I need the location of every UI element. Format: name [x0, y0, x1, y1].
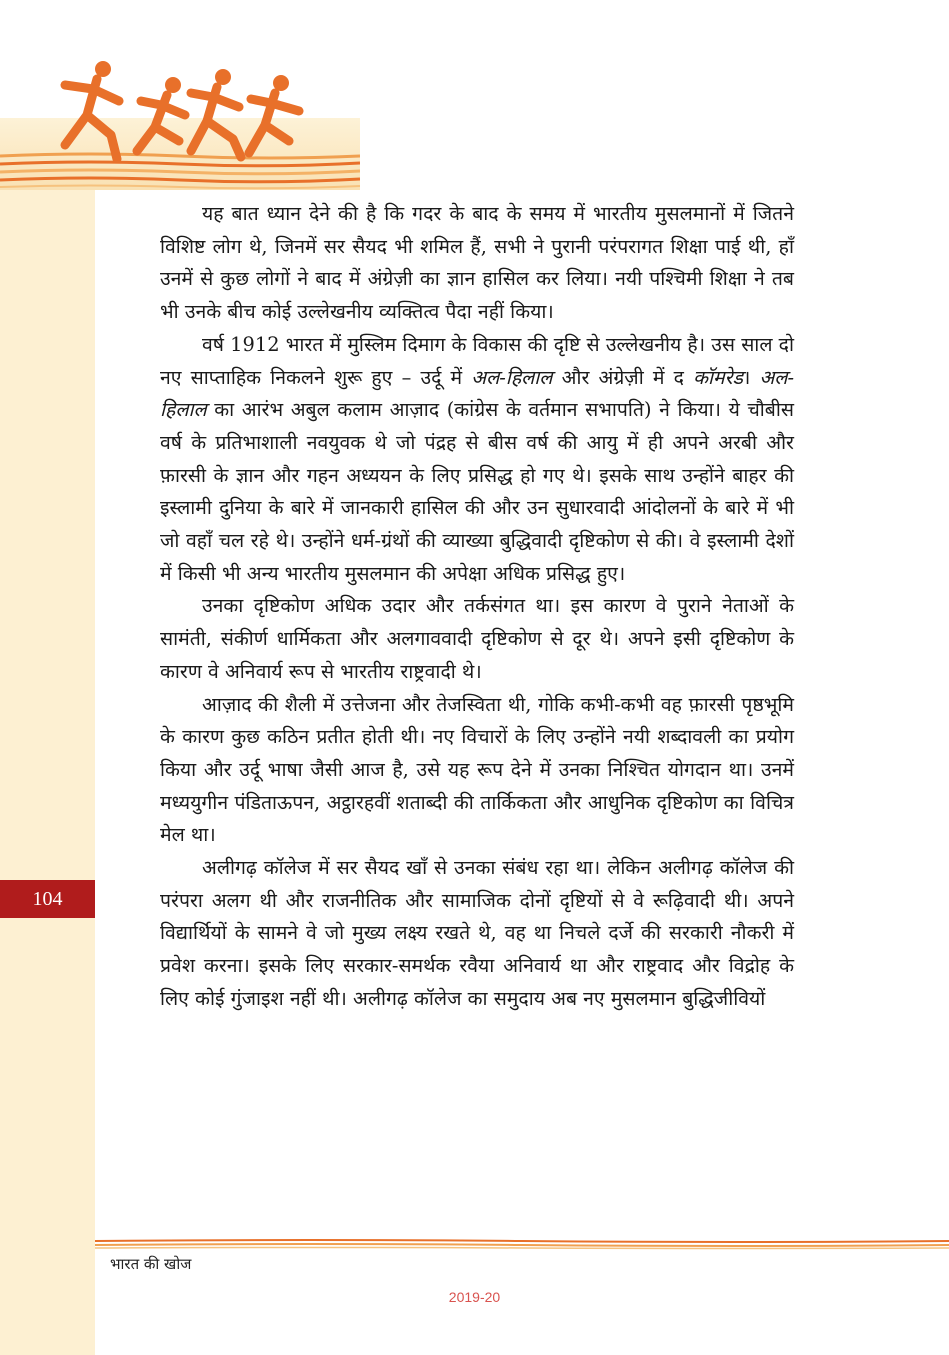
page-number: 104 [0, 880, 95, 918]
footer-divider [95, 1238, 949, 1250]
running-figures-icon [45, 55, 315, 165]
paragraph: यह बात ध्यान देने की है कि गदर के बाद के समय में भारतीय मुसलमानों में जितने विशिष्ट लोग थे, जिनमें सर सैयद भी शमिल हैं, सभी ने पुरानी परंपरागत शिक्षा पाई थी, हाँ उनमें से कुछ लोगों ने बाद में अंग्रेज़ी का ज्ञान हासिल कर लिया। नयी पश्चिमी शिक्षा ने तब भी उनके बीच कोई उल्लेखनीय व्यक्तित्व पैदा नहीं किया। [160, 202, 794, 324]
newspaper-title: अल-हिलाल [471, 365, 553, 389]
margin-strip [0, 190, 95, 1355]
paragraph: अलीगढ़ कॉलेज में सर सैयद खाँ से उनका संबंध रहा था। लेकिन अलीगढ़ कॉलेज की परंपरा अलग थी और राजनीतिक और सामाजिक दोनों दृष्टियों से वे रूढ़िवादी थी। अपने विद्यार्थियों के सामने वे जो मुख्य लक्ष्य रखते थे, वह था निचले दर्जे की सरकारी नौकरी में प्रवेश करना। इसके लिए सरकार-समर्थक रवैया अनिवार्य था और राष्ट्रवाद और विद्रोह के लिए कोई गुंजाइश नहीं थी। अलीगढ़ कॉलेज का समुदाय अब नए मुसलमान बुद्धिजीवियों [160, 856, 794, 1010]
paragraph: वर्ष 1912 भारत में मुस्लिम दिमाग के विकास की दृष्टि से उल्लेखनीय है। उस साल दो नए साप्ताहिक निकलने शुरू हुए – उर्दू में अल-हिलाल और अंग्रेज़ी में द कॉमरेड। अल-हिलाल का आरंभ अबुल कलाम आज़ाद (कांग्रेस के वर्तमान सभापति) ने किया। ये चौबीस वर्ष के प्रतिभाशाली नवयुवक थे जो पंद्रह से बीस वर्ष की आयु में ही अपने अरबी और फ़ारसी के ज्ञान और गहन अध्ययन के लिए प्रसिद्ध हो गए थे। इसके साथ उन्होंने बाहर की इस्लामी दुनिया के बारे में जानकारी हासिल की और उन सुधारवादी आंदोलनों के बारे में भी जो वहाँ चल रहे थे। उन्होंने धर्म-ग्रंथों की व्याख्या बुद्धिवादी दृष्टिकोण से की। वे इस्लामी देशों में किसी भी अन्य भारतीय मुसलमान की अपेक्षा अधिक प्रसिद्ध हुए। [160, 332, 794, 585]
paragraph: आज़ाद की शैली में उत्तेजना और तेजस्विता थी, गोकि कभी-कभी वह फ़ारसी पृष्ठभूमि के कारण कुछ कठिन प्रतीत होती थी। नए विचारों के लिए उन्होंने नयी शब्दावली का प्रयोग किया और उर्दू भाषा जैसी आज है, उसे यह रूप देने में उनका निश्चित योगदान था। उनमें मध्ययुगीन पंडिताऊपन, अट्ठारहवीं शताब्दी की तार्किकता और आधुनिक दृष्टिकोण का विचित्र मेल था। [160, 692, 794, 847]
year-label: 2019-20 [448, 1289, 501, 1305]
newspaper-title: अल-हिलाल [160, 365, 794, 422]
paragraph: उनका दृष्टिकोण अधिक उदार और तर्कसंगत था। इस कारण वे पुराने नेताओं के सामंती, संकीर्ण धार्मिकता और अलगाववादी दृष्टिकोण से दूर थे। अपने इसी दृष्टिकोण के कारण वे अनिवार्य रूप से भारतीय राष्ट्रवादी थे। [160, 594, 794, 683]
newspaper-title: कॉमरेड [693, 365, 743, 389]
body-text [160, 198, 794, 1016]
book-title: भारत की खोज [110, 1255, 192, 1273]
